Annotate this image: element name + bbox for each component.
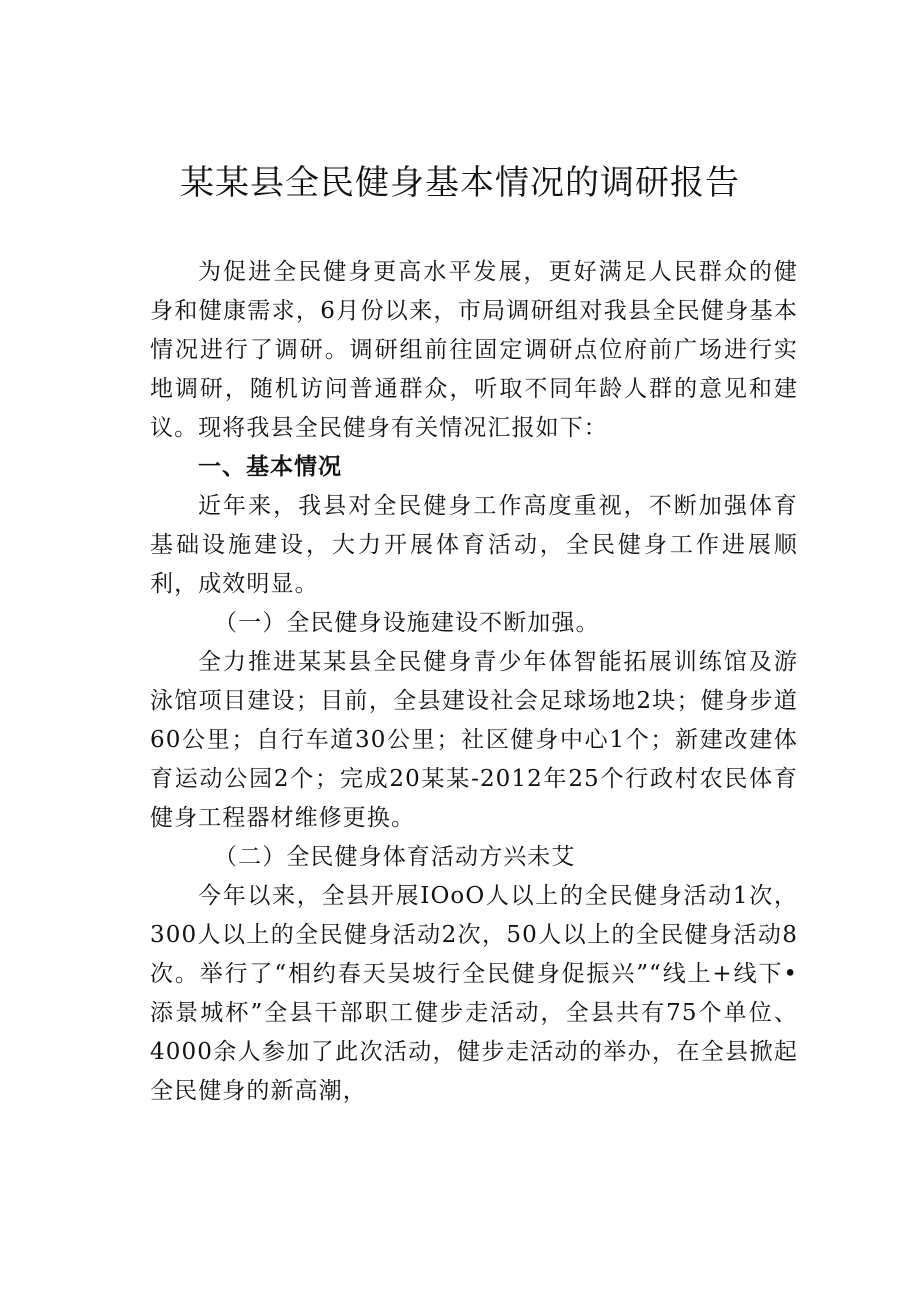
- subsection-heading-facilities: （一）全民健身设施建设不断加强。: [214, 610, 600, 636]
- document-title: 某某县全民健身基本情况的调研报告: [180, 163, 740, 203]
- activities-paragraph: 今年以来，全县开展IOoO人以上的全民健身活动1次，300人以上的全民健身活动2次，50人以上的全民健身活动8次。举行了“相约春天吴坡行全民健身促振兴”“线上+线下•添景城杯”全县干部职工健步走活动，全县共有75个单位、4000余人参加了此次活动，健步走活动的举办，在全县掀起全民健身的新高潮，: [150, 883, 798, 1104]
- facilities-paragraph: 全力推进某某县全民健身青少年体智能拓展训练馆及游泳馆项目建设；目前，全县建设社会足球场地2块；健身步道60公里；自行车道30公里；社区健身中心1个；新建改建体育运动公园2个；完成20某某-2012年25个行政村农民体育健身工程器材维修更换。: [150, 649, 798, 831]
- intro-paragraph: 为促进全民健身更高水平发展，更好满足人民群众的健身和健康需求，6月份以来，市局调研组对我县全民健身基本情况进行了调研。调研组前往固定调研点位府前广场进行实地调研，随机访问普通群众，听取不同年龄人群的意见和建议。现将我县全民健身有关情况汇报如下：: [150, 259, 798, 441]
- section-heading-basic-situation: 一、基本情况: [198, 454, 342, 480]
- section-intro-paragraph: 近年来，我县对全民健身工作高度重视，不断加强体育基础设施建设，大力开展体育活动，全民健身工作进展顺利，成效明显。: [150, 493, 798, 597]
- document-body: [150, 253, 798, 1111]
- subsection-heading-activities: （二）全民健身体育活动方兴未艾: [214, 844, 576, 870]
